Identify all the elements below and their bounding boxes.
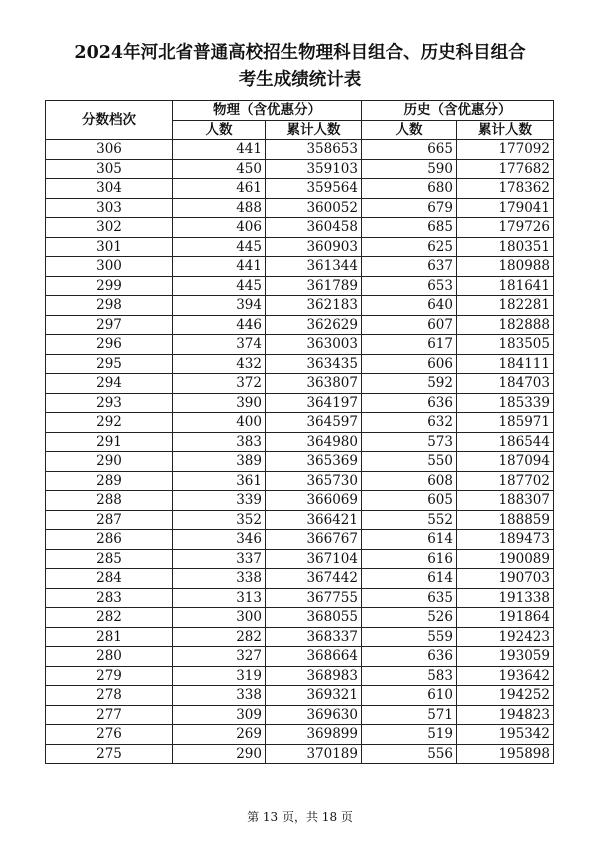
physics-cumulative-cell: 367755 [266, 588, 362, 608]
score-cell: 295 [46, 354, 173, 374]
score-cell: 288 [46, 491, 173, 511]
table-row [46, 452, 554, 472]
history-count-cell: 665 [362, 140, 457, 160]
physics-cumulative-cell: 366767 [266, 530, 362, 550]
header-history-count: 人数 [362, 120, 457, 140]
score-cell: 278 [46, 686, 173, 706]
history-cumulative-cell: 195898 [457, 744, 554, 764]
physics-cumulative-cell: 366421 [266, 510, 362, 530]
history-count-cell: 685 [362, 218, 457, 238]
table-row [46, 179, 554, 199]
history-count-cell: 653 [362, 276, 457, 296]
table-row [46, 471, 554, 491]
table-row [46, 432, 554, 452]
physics-count-cell: 394 [173, 296, 266, 316]
table-row [46, 296, 554, 316]
score-cell: 299 [46, 276, 173, 296]
physics-cumulative-cell: 361344 [266, 257, 362, 277]
history-cumulative-cell: 189473 [457, 530, 554, 550]
score-cell: 301 [46, 237, 173, 257]
score-statistics-table [45, 100, 554, 764]
physics-count-cell: 338 [173, 686, 266, 706]
title-line-2: 考生成绩统计表 [238, 70, 362, 90]
physics-count-cell: 339 [173, 491, 266, 511]
physics-cumulative-cell: 359564 [266, 179, 362, 199]
score-cell: 291 [46, 432, 173, 452]
physics-cumulative-cell: 368983 [266, 666, 362, 686]
table-row [46, 374, 554, 394]
physics-cumulative-cell: 370189 [266, 744, 362, 764]
physics-count-cell: 290 [173, 744, 266, 764]
history-cumulative-cell: 193059 [457, 647, 554, 667]
history-cumulative-cell: 188307 [457, 491, 554, 511]
physics-cumulative-cell: 363807 [266, 374, 362, 394]
history-count-cell: 637 [362, 257, 457, 277]
physics-count-cell: 361 [173, 471, 266, 491]
score-cell: 279 [46, 666, 173, 686]
physics-count-cell: 383 [173, 432, 266, 452]
history-count-cell: 636 [362, 647, 457, 667]
physics-cumulative-cell: 362183 [266, 296, 362, 316]
table-row [46, 549, 554, 569]
physics-cumulative-cell: 369630 [266, 705, 362, 725]
physics-count-cell: 338 [173, 569, 266, 589]
history-count-cell: 590 [362, 159, 457, 179]
score-cell: 284 [46, 569, 173, 589]
table-body [46, 140, 554, 764]
physics-cumulative-cell: 365369 [266, 452, 362, 472]
history-count-cell: 680 [362, 179, 457, 199]
physics-count-cell: 390 [173, 393, 266, 413]
physics-count-cell: 300 [173, 608, 266, 628]
history-cumulative-cell: 183505 [457, 335, 554, 355]
header-score-level: 分数档次 [46, 101, 173, 140]
physics-cumulative-cell: 360052 [266, 198, 362, 218]
table-row [46, 335, 554, 355]
history-count-cell: 608 [362, 471, 457, 491]
history-count-cell: 679 [362, 198, 457, 218]
physics-cumulative-cell: 364597 [266, 413, 362, 433]
physics-cumulative-cell: 367104 [266, 549, 362, 569]
physics-count-cell: 282 [173, 627, 266, 647]
table-row [46, 413, 554, 433]
score-cell: 285 [46, 549, 173, 569]
physics-count-cell: 400 [173, 413, 266, 433]
physics-count-cell: 309 [173, 705, 266, 725]
history-cumulative-cell: 195342 [457, 725, 554, 745]
history-cumulative-cell: 179041 [457, 198, 554, 218]
score-cell: 294 [46, 374, 173, 394]
history-count-cell: 635 [362, 588, 457, 608]
table-row [46, 218, 554, 238]
score-cell: 276 [46, 725, 173, 745]
header-history: 历史（含优惠分） [362, 101, 554, 121]
history-count-cell: 606 [362, 354, 457, 374]
history-count-cell: 607 [362, 315, 457, 335]
history-cumulative-cell: 194252 [457, 686, 554, 706]
physics-count-cell: 446 [173, 315, 266, 335]
table-row [46, 530, 554, 550]
physics-count-cell: 313 [173, 588, 266, 608]
header-physics: 物理（含优惠分） [173, 101, 362, 121]
history-count-cell: 556 [362, 744, 457, 764]
score-cell: 296 [46, 335, 173, 355]
table-row [46, 569, 554, 589]
score-cell: 298 [46, 296, 173, 316]
table-row [46, 491, 554, 511]
history-count-cell: 614 [362, 569, 457, 589]
history-cumulative-cell: 178362 [457, 179, 554, 199]
history-count-cell: 636 [362, 393, 457, 413]
document-title [0, 40, 600, 94]
score-cell: 297 [46, 315, 173, 335]
table-row [46, 686, 554, 706]
score-cell: 289 [46, 471, 173, 491]
history-count-cell: 559 [362, 627, 457, 647]
table-row [46, 744, 554, 764]
physics-count-cell: 389 [173, 452, 266, 472]
history-cumulative-cell: 180351 [457, 237, 554, 257]
physics-cumulative-cell: 366069 [266, 491, 362, 511]
table-row [46, 159, 554, 179]
history-cumulative-cell: 194823 [457, 705, 554, 725]
score-cell: 282 [46, 608, 173, 628]
physics-cumulative-cell: 361789 [266, 276, 362, 296]
history-count-cell: 610 [362, 686, 457, 706]
physics-count-cell: 450 [173, 159, 266, 179]
history-count-cell: 526 [362, 608, 457, 628]
table-row [46, 725, 554, 745]
table-row [46, 666, 554, 686]
physics-count-cell: 445 [173, 276, 266, 296]
history-count-cell: 605 [362, 491, 457, 511]
score-cell: 300 [46, 257, 173, 277]
physics-count-cell: 406 [173, 218, 266, 238]
score-cell: 306 [46, 140, 173, 160]
score-cell: 287 [46, 510, 173, 530]
header-physics-count: 人数 [173, 120, 266, 140]
physics-count-cell: 319 [173, 666, 266, 686]
history-count-cell: 571 [362, 705, 457, 725]
score-cell: 275 [46, 744, 173, 764]
history-cumulative-cell: 192423 [457, 627, 554, 647]
score-cell: 303 [46, 198, 173, 218]
history-cumulative-cell: 187094 [457, 452, 554, 472]
physics-cumulative-cell: 360903 [266, 237, 362, 257]
physics-count-cell: 432 [173, 354, 266, 374]
physics-count-cell: 461 [173, 179, 266, 199]
table-row [46, 315, 554, 335]
physics-cumulative-cell: 368055 [266, 608, 362, 628]
table-row [46, 647, 554, 667]
score-cell: 290 [46, 452, 173, 472]
history-cumulative-cell: 180988 [457, 257, 554, 277]
history-cumulative-cell: 188859 [457, 510, 554, 530]
history-cumulative-cell: 182281 [457, 296, 554, 316]
physics-cumulative-cell: 359103 [266, 159, 362, 179]
physics-cumulative-cell: 369899 [266, 725, 362, 745]
table-row [46, 276, 554, 296]
score-cell: 302 [46, 218, 173, 238]
history-cumulative-cell: 187702 [457, 471, 554, 491]
history-count-cell: 616 [362, 549, 457, 569]
physics-count-cell: 269 [173, 725, 266, 745]
header-physics-cumulative: 累计人数 [266, 120, 362, 140]
history-cumulative-cell: 193642 [457, 666, 554, 686]
physics-cumulative-cell: 364197 [266, 393, 362, 413]
physics-cumulative-cell: 363003 [266, 335, 362, 355]
physics-cumulative-cell: 358653 [266, 140, 362, 160]
history-cumulative-cell: 191864 [457, 608, 554, 628]
physics-count-cell: 352 [173, 510, 266, 530]
table-row [46, 510, 554, 530]
table-row [46, 257, 554, 277]
physics-cumulative-cell: 367442 [266, 569, 362, 589]
table-row [46, 705, 554, 725]
score-cell: 305 [46, 159, 173, 179]
history-count-cell: 552 [362, 510, 457, 530]
physics-count-cell: 441 [173, 140, 266, 160]
score-cell: 292 [46, 413, 173, 433]
history-cumulative-cell: 185971 [457, 413, 554, 433]
table-row [46, 198, 554, 218]
physics-cumulative-cell: 369321 [266, 686, 362, 706]
score-cell: 304 [46, 179, 173, 199]
physics-count-cell: 445 [173, 237, 266, 257]
history-count-cell: 519 [362, 725, 457, 745]
page-footer: 第 13 页，共 18 页 [247, 810, 353, 824]
table-row [46, 393, 554, 413]
history-count-cell: 617 [362, 335, 457, 355]
history-cumulative-cell: 185339 [457, 393, 554, 413]
score-cell: 277 [46, 705, 173, 725]
history-cumulative-cell: 177682 [457, 159, 554, 179]
history-cumulative-cell: 190089 [457, 549, 554, 569]
physics-cumulative-cell: 360458 [266, 218, 362, 238]
physics-count-cell: 372 [173, 374, 266, 394]
history-cumulative-cell: 190703 [457, 569, 554, 589]
physics-count-cell: 327 [173, 647, 266, 667]
physics-cumulative-cell: 364980 [266, 432, 362, 452]
table-row [46, 608, 554, 628]
history-cumulative-cell: 182888 [457, 315, 554, 335]
physics-cumulative-cell: 368664 [266, 647, 362, 667]
physics-cumulative-cell: 362629 [266, 315, 362, 335]
physics-count-cell: 441 [173, 257, 266, 277]
physics-count-cell: 488 [173, 198, 266, 218]
physics-cumulative-cell: 363435 [266, 354, 362, 374]
score-cell: 280 [46, 647, 173, 667]
history-count-cell: 550 [362, 452, 457, 472]
table-row [46, 140, 554, 160]
physics-count-cell: 346 [173, 530, 266, 550]
history-count-cell: 592 [362, 374, 457, 394]
table-row [46, 588, 554, 608]
physics-count-cell: 337 [173, 549, 266, 569]
score-cell: 286 [46, 530, 173, 550]
history-cumulative-cell: 181641 [457, 276, 554, 296]
physics-count-cell: 374 [173, 335, 266, 355]
physics-cumulative-cell: 365730 [266, 471, 362, 491]
history-cumulative-cell: 186544 [457, 432, 554, 452]
history-cumulative-cell: 184111 [457, 354, 554, 374]
physics-cumulative-cell: 368337 [266, 627, 362, 647]
history-count-cell: 573 [362, 432, 457, 452]
history-cumulative-cell: 177092 [457, 140, 554, 160]
header-history-cumulative: 累计人数 [457, 120, 554, 140]
title-line-1: 2024年河北省普通高校招生物理科目组合、历史科目组合 [74, 43, 526, 63]
history-count-cell: 640 [362, 296, 457, 316]
history-cumulative-cell: 179726 [457, 218, 554, 238]
score-cell: 283 [46, 588, 173, 608]
history-count-cell: 583 [362, 666, 457, 686]
history-count-cell: 614 [362, 530, 457, 550]
score-cell: 281 [46, 627, 173, 647]
history-cumulative-cell: 191338 [457, 588, 554, 608]
history-count-cell: 625 [362, 237, 457, 257]
history-cumulative-cell: 184703 [457, 374, 554, 394]
score-cell: 293 [46, 393, 173, 413]
table-row [46, 237, 554, 257]
table-row [46, 354, 554, 374]
table-row [46, 627, 554, 647]
history-count-cell: 632 [362, 413, 457, 433]
